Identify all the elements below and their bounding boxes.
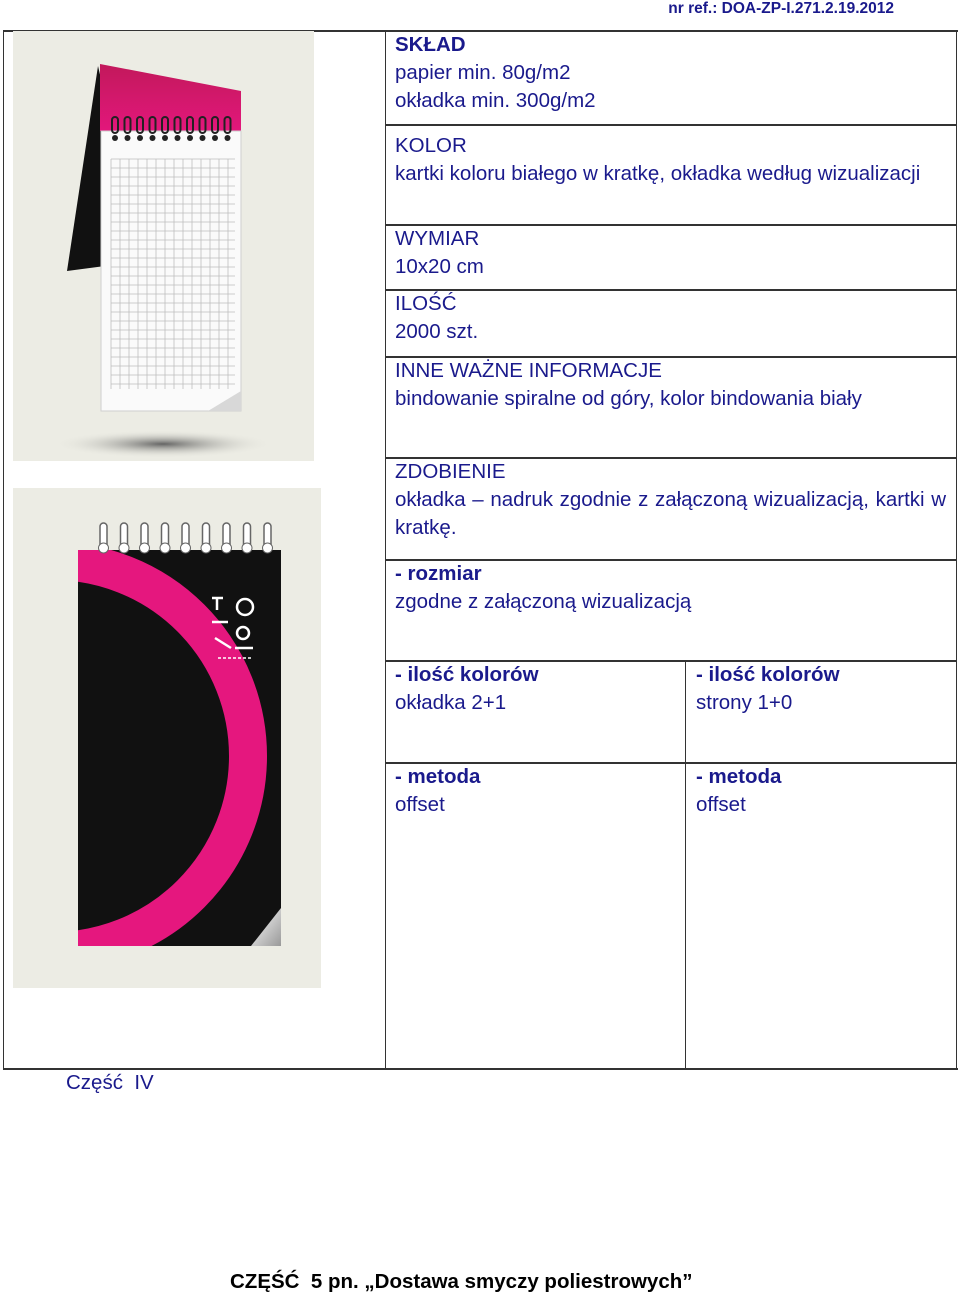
ring-hole-icon [222,543,232,553]
ring-hole-icon [160,543,170,553]
cell-metoda-left [395,763,680,819]
cell-rozmiar [395,560,946,616]
ring-hole-icon [263,543,273,553]
notepad-front-image [13,488,321,988]
rozmiar-heading: - rozmiar [395,562,482,585]
part-label: Część IV [66,1071,154,1094]
ring-hole-icon [181,543,191,553]
spiral-binding [99,523,273,553]
ilosc-heading: ILOŚĆ [395,292,457,315]
cell-zdobienie [395,458,946,542]
metoda-right-text: offset [696,793,746,816]
inne-text: bindowanie spiralne od góry, kolor bindowania biały [395,387,862,410]
ring-hole-icon [187,135,193,141]
metoda-left-text: offset [395,793,445,816]
ring-hole-icon [175,135,181,141]
ring-hole-icon [225,135,231,141]
kolory-okladka-text: okładka 2+1 [395,691,507,714]
cell-metoda-right [696,763,951,819]
kolory-strony-text: strony 1+0 [696,691,793,714]
wymiar-text: 10x20 cm [395,255,484,278]
kolory-okladka-heading: - ilość kolorów [395,663,539,686]
kolor-text: kartki koloru białego w kratkę, okładka według wizualizacji [395,162,921,185]
metoda-left-heading: - metoda [395,765,481,788]
notepad-back-image [13,31,314,461]
kolor-heading: KOLOR [395,134,467,157]
cell-kolory-strony [696,661,951,717]
ring-hole-icon [140,543,150,553]
ring-hole-icon [212,135,218,141]
metoda-right-heading: - metoda [696,765,782,788]
rozmiar-text: zgodne z załączoną wizualizacją [395,590,692,613]
sklad-line-2: okładka min. 300g/m2 [395,89,596,112]
cell-kolory-okladka [395,661,680,717]
zdobienie-heading: ZDOBIENIE [395,460,506,483]
ring-hole-icon [162,135,168,141]
kolory-strony-heading: - ilość kolorów [696,663,840,686]
inne-heading: INNE WAŻNE INFORMACJE [395,359,662,382]
ring-hole-icon [119,543,129,553]
ring-hole-icon [112,135,118,141]
cell-kolor [395,132,946,188]
ring-hole-icon [99,543,109,553]
cell-ilosc [395,290,946,346]
footer-title: CZĘŚĆ 5 pn. „Dostawa smyczy poliestrowych” [230,1270,693,1293]
ring-hole-icon [150,135,156,141]
sklad-line-1: papier min. 80g/m2 [395,61,571,84]
wymiar-heading: WYMIAR [395,227,480,250]
sklad-heading: SKŁAD [395,33,466,56]
cell-inne [395,357,946,413]
reference-number: nr ref.: DOA-ZP-I.271.2.19.2012 [668,0,894,17]
ring-hole-icon [242,543,252,553]
ring-hole-icon [137,135,143,141]
cell-wymiar [395,225,946,281]
ilosc-text: 2000 szt. [395,320,479,343]
ring-hole-icon [201,543,211,553]
zdobienie-text: okładka – nadruk zgodnie z załączoną wizualizacją, kartki w kratkę. [395,488,946,539]
ring-hole-icon [125,135,131,141]
ring-hole-icon [200,135,206,141]
cell-sklad [395,31,948,115]
